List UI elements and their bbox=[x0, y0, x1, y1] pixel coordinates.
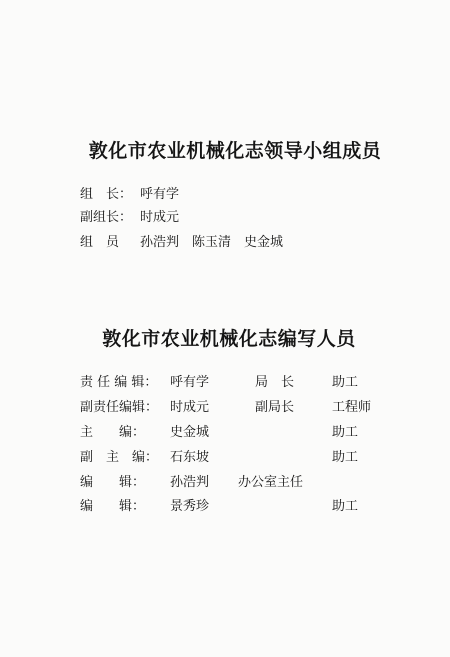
member-role: 组 长： bbox=[80, 187, 133, 202]
staff-role: 编 辑： bbox=[80, 499, 146, 514]
member-names: 孙浩判 陈玉清 史金城 bbox=[140, 235, 284, 250]
staff-name: 史金城 bbox=[170, 425, 210, 440]
member-names: 时成元 bbox=[140, 210, 180, 225]
staff-title: 助工 bbox=[332, 375, 359, 390]
staff-title: 助工 bbox=[332, 450, 359, 465]
member-role: 组 员 bbox=[80, 235, 120, 250]
staff-role: 主 编： bbox=[80, 425, 146, 440]
staff-title: 工程师 bbox=[332, 400, 372, 415]
staff-role: 责 任 编 辑： bbox=[80, 375, 158, 390]
staff-title: 助工 bbox=[332, 499, 359, 514]
staff-position: 办公室主任 bbox=[238, 475, 304, 490]
member-role: 副组长： bbox=[80, 210, 133, 225]
staff-title: 助工 bbox=[332, 425, 359, 440]
staff-role: 编 辑： bbox=[80, 475, 146, 490]
staff-name: 石东坡 bbox=[170, 450, 210, 465]
staff-name: 孙浩判 bbox=[170, 475, 210, 490]
staff-position: 副局长 bbox=[255, 400, 295, 415]
staff-position: 局 长 bbox=[255, 375, 295, 390]
writing-staff-title: 敦化市农业机械化志编写人员 bbox=[102, 328, 356, 350]
leading-group-title: 敦化市农业机械化志领导小组成员 bbox=[88, 140, 382, 162]
staff-name: 时成元 bbox=[170, 400, 210, 415]
staff-role: 副责任编辑： bbox=[80, 400, 159, 415]
member-names: 呼有学 bbox=[140, 187, 180, 202]
staff-name: 景秀珍 bbox=[170, 499, 210, 514]
staff-role: 副 主 编： bbox=[80, 450, 159, 465]
staff-name: 呼有学 bbox=[170, 375, 210, 390]
